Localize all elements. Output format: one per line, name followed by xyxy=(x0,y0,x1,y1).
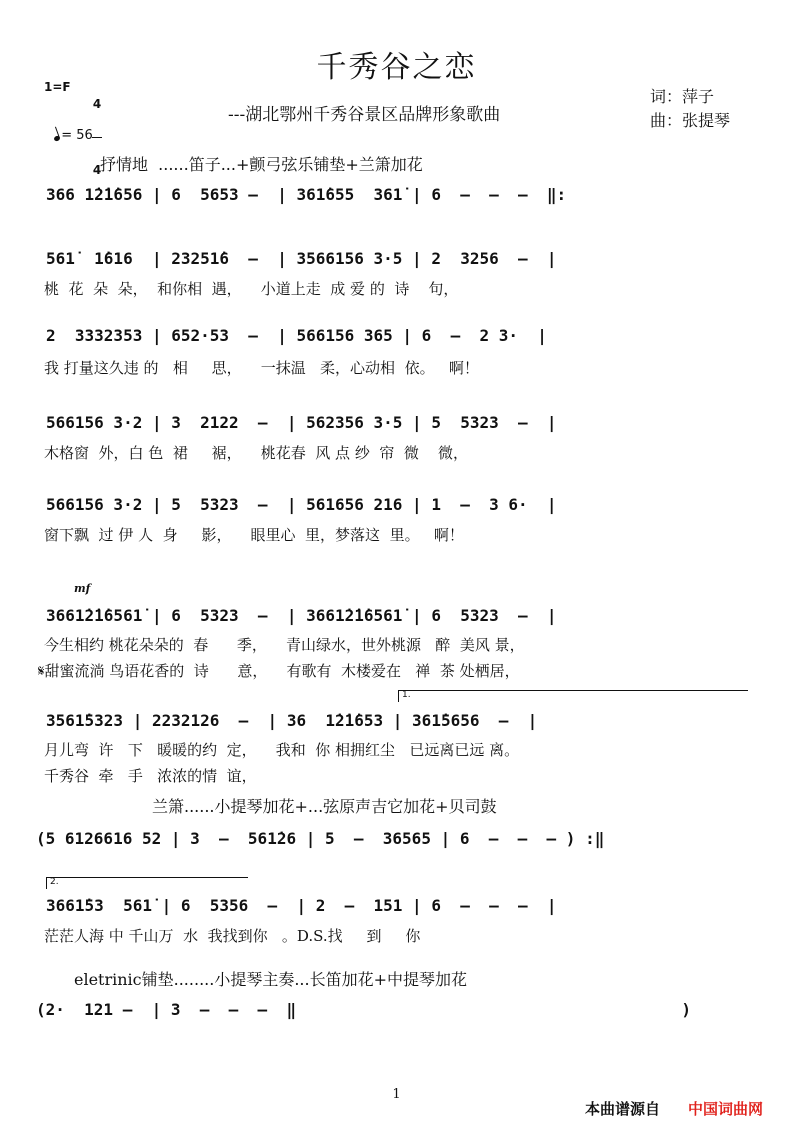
key-signature: 1=F xyxy=(44,80,71,94)
volta-1-label: 1. xyxy=(402,690,411,700)
system-7-lyric-2: 千秀谷 牵 手 浓浓的情 谊， xyxy=(44,767,257,785)
system-5-notes: 566156 3·2 | 5 5323 – | 561656 216 | 1 – 3 6· | xyxy=(46,495,557,514)
system-10-notes: (2· 121 – | 3 – – – ‖ ) xyxy=(36,1000,692,1019)
volta-2-label: 2. xyxy=(50,877,59,887)
system-6-lyric-1: 今生相约 桃花朵朵的 春 季， 青山绿水，世外桃源 醉 美风 景， xyxy=(44,636,525,654)
tempo-value: = 56 xyxy=(61,128,93,143)
tempo-marking xyxy=(46,113,93,143)
quarter-note-icon xyxy=(54,135,61,142)
system-5-lyric: 窗下飘 过 伊 人 身 影， 眼里心 里，梦落这 里。 啊！ xyxy=(44,526,464,544)
source-label: 本曲谱源自 xyxy=(585,1100,661,1118)
system-9-lyric: 茫茫人海 中 千山万 水 我找到你 。D.S.找 到 你 xyxy=(44,927,421,945)
system-6-notes: 3661̇2̇1̇6561̇ | 6 5323 – | 3661̇2̇1̇6561̇ | 6 5323 – | xyxy=(46,606,557,625)
system-4-notes: 566156 3·2 | 3 2122 – | 562356 3·5 | 5 5323 – | xyxy=(46,413,557,432)
system-6-lyric-2: 𝄋甜蜜流淌 鸟语花香的 诗 意， 有歌有 木楼爱在 禅 茶 处栖居， xyxy=(38,662,520,680)
lyricist-credit: 词：萍子 xyxy=(650,87,715,106)
system-4-lyric: 木格窗 外，白 色 裙 裾， 桃花春 风 点 纱 帘 微 微， xyxy=(44,444,468,462)
dynamic-marking: mf xyxy=(74,582,91,595)
song-title: 千秀谷之恋 xyxy=(316,50,477,85)
meter-top: 4 xyxy=(92,97,102,111)
system-10-annotation: eletrinic铺垫........小提琴主奏...长笛加花+中提琴加花 xyxy=(74,970,467,989)
system-3-notes: 2 3332353 | 652·53 – | 566156 365 | 6 – 2 3· | xyxy=(46,326,547,345)
system-7-lyric-1: 月儿弯 许 下 暖暖的约 定， 我和 你 相拥红尘 已远离已远 离。 xyxy=(44,741,520,759)
system-2-lyric: 桃 花 朵 朵， 和你相 遇， 小道上走 成 爱 的 诗 句， xyxy=(44,280,459,298)
meter-bottom: 4 xyxy=(92,163,102,177)
source-site-link[interactable]: 中国词曲网 xyxy=(688,1100,764,1118)
system-3-lyric: 我 打量这久违 的 相 思， 一抹温 柔，心动相 依。 啊！ xyxy=(44,359,479,377)
system-1-notes: 366 1̇2̇1̇656 | 6 5653 – | 361̇655 361̇ | 6 – – – ‖: xyxy=(46,185,567,204)
composer-credit: 曲：张提琴 xyxy=(650,111,731,130)
page-number: 1 xyxy=(392,1087,401,1102)
system-2-notes: 561̇ 1̇616 | 23251̇6 – | 3566156 3·5 | 2 3256 – | xyxy=(46,249,557,268)
system-1-annotation: 抒情地 ......笛子...+颤弓弦乐铺垫+兰箫加花 xyxy=(100,155,423,174)
segno-icon: 𝄋 xyxy=(38,662,45,680)
system-8-annotation: 兰箫......小提琴加花+...弦原声吉它加花+贝司鼓 xyxy=(152,797,497,816)
system-8-notes: (5 6126616 52 | 3 – 561̇26 | 5 – 36565 | 6 – – – ) :‖ xyxy=(36,829,605,848)
system-9-notes: 3661̇53 561̇ | 6 5356 – | 2 – 151 | 6 – – – | xyxy=(46,896,557,915)
system-7-notes: 3561̇5323 | 2232126 – | 36 1̇2̇1̇653 | 361̇5656 – | xyxy=(46,711,538,730)
song-subtitle: ---湖北鄂州千秀谷景区品牌形象歌曲 xyxy=(228,105,501,125)
